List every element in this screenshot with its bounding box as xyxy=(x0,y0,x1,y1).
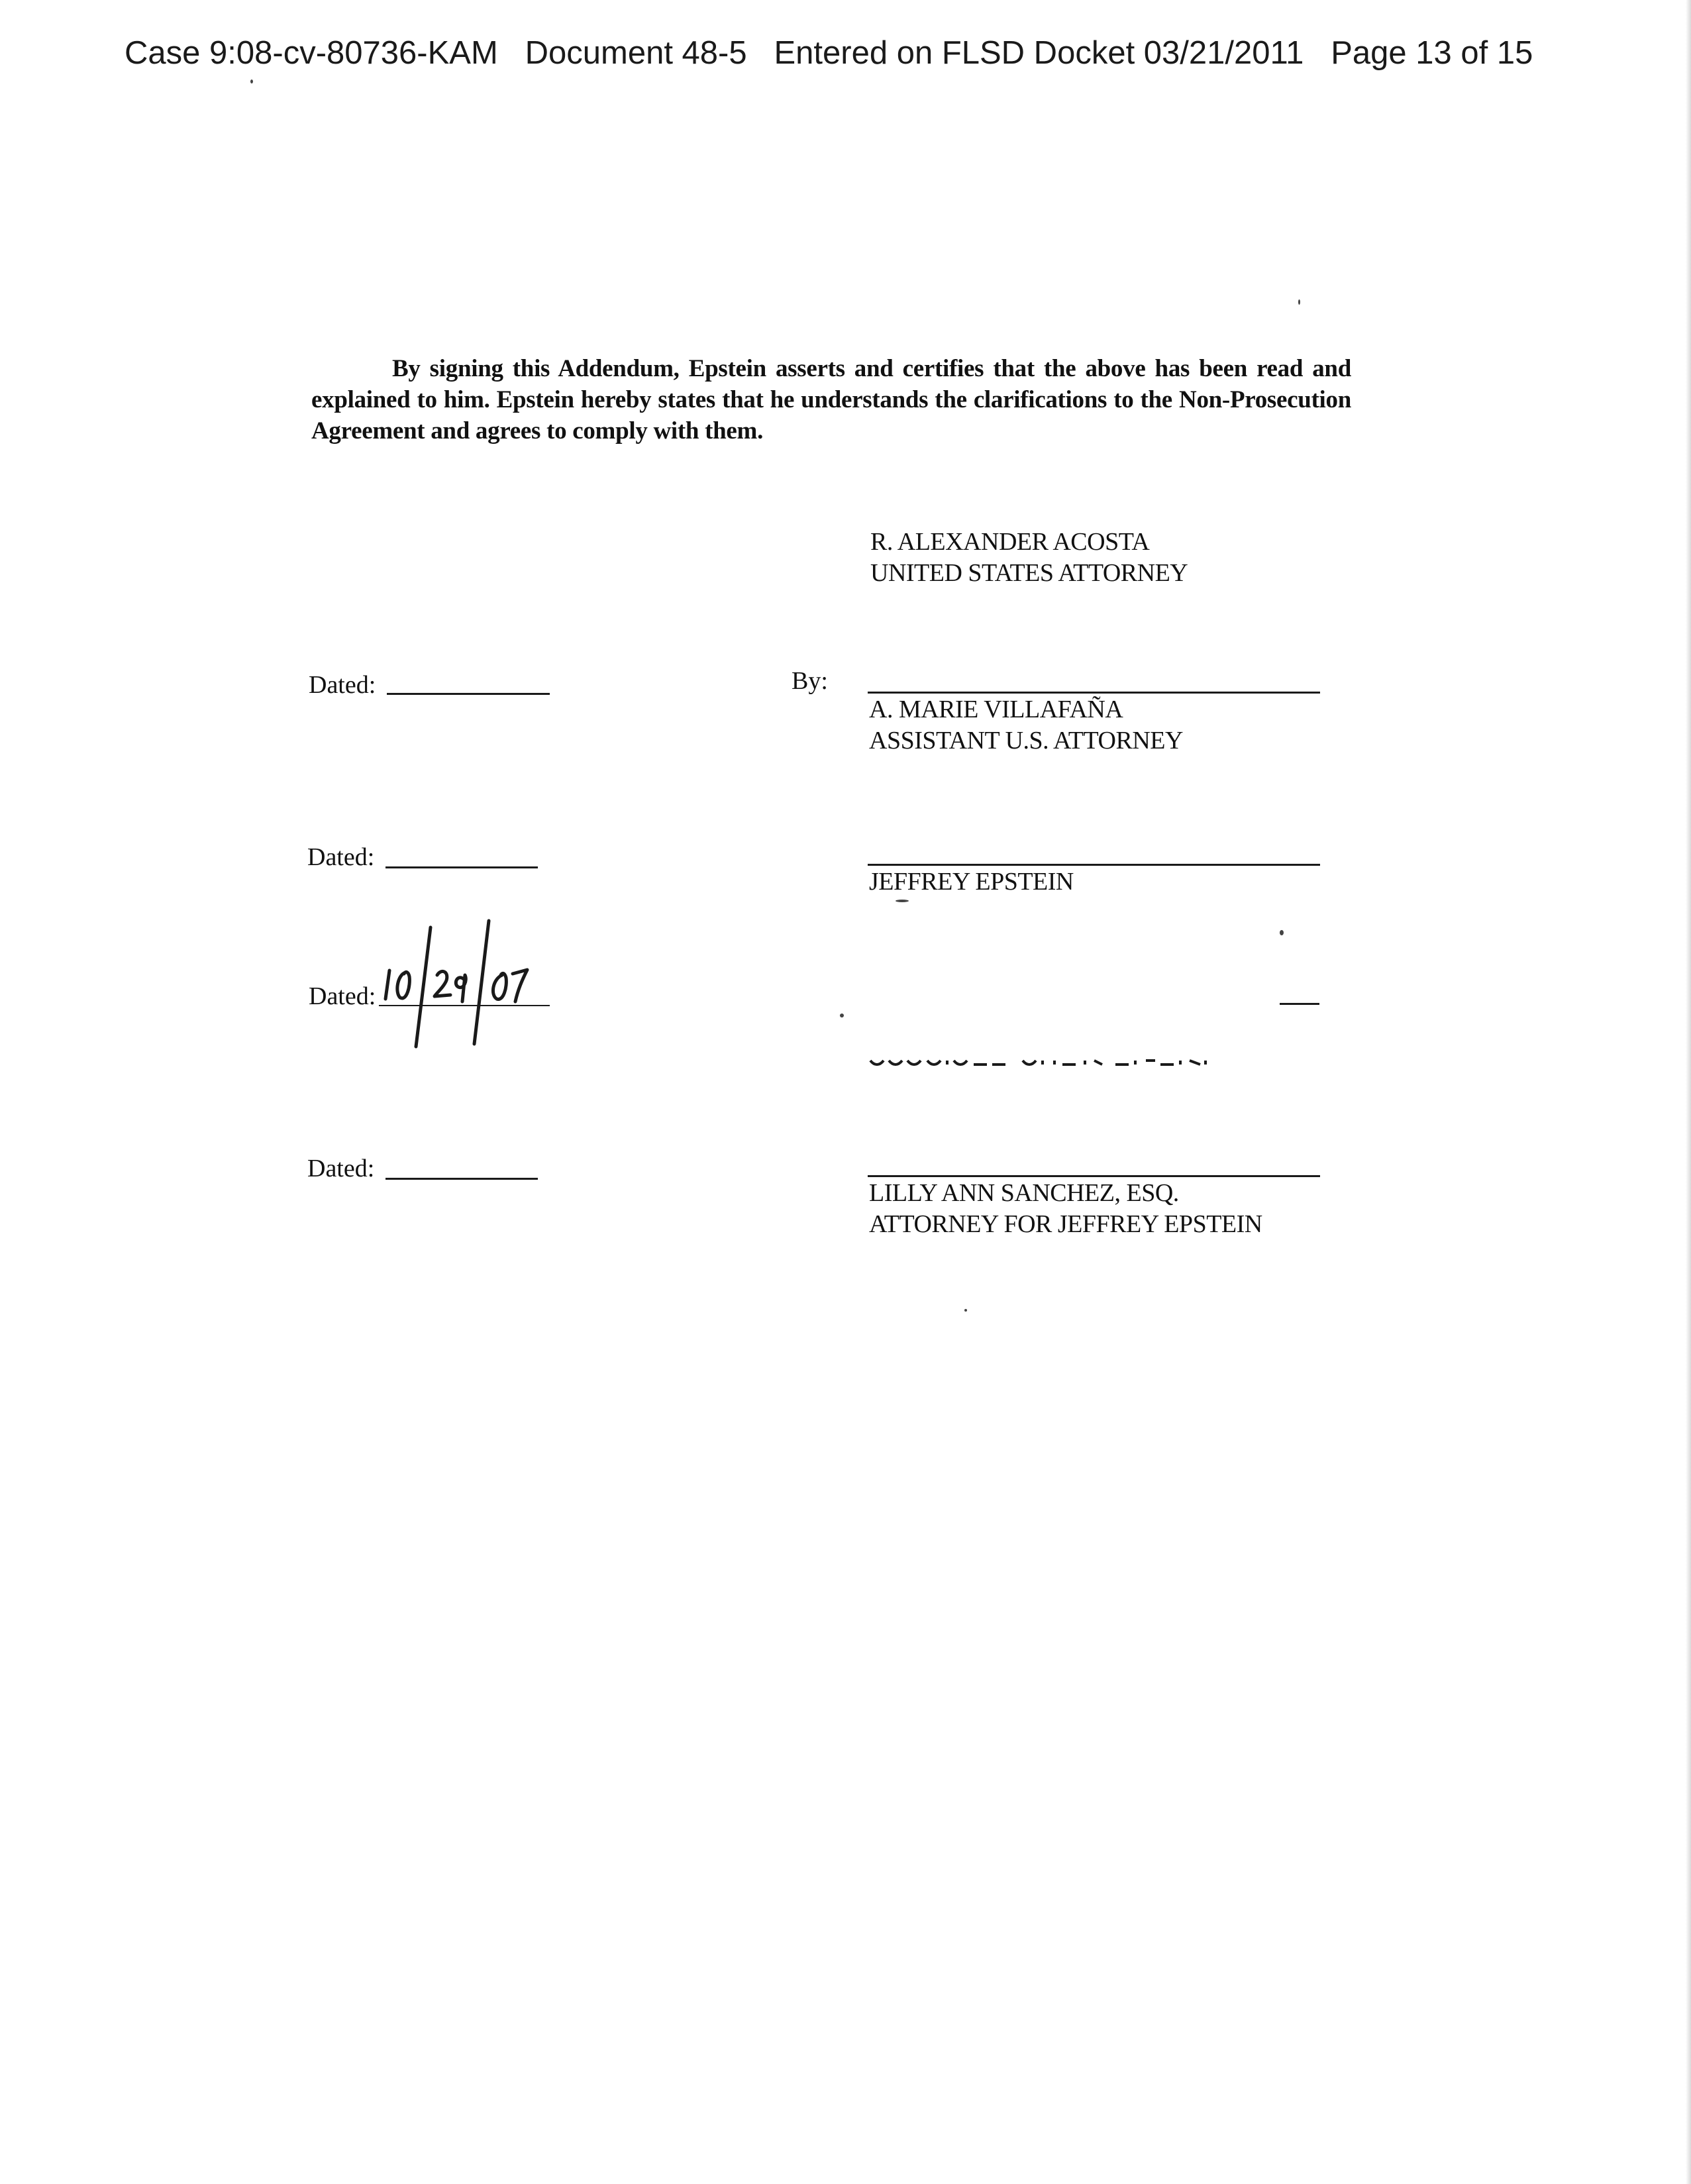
certification-paragraph: By signing this Addendum, Epstein asserts and certifies that the above has been read and explained to him. Epstein hereby states that he understands the clarifications to the Non-Prosecution Agreement and agrees to comply with them. xyxy=(311,355,1351,444)
entered-date: Entered on FLSD Docket 03/21/2011 xyxy=(774,35,1304,71)
defendant-name: JEFFREY EPSTEIN xyxy=(869,868,1074,896)
dated-label-2: Dated: xyxy=(307,843,375,871)
scan-mark xyxy=(840,1014,844,1017)
signature-line-fragment xyxy=(1280,1003,1319,1005)
signature-line-defendant xyxy=(868,864,1320,866)
scan-mark xyxy=(1280,930,1284,935)
counsel-title: ATTORNEY FOR JEFFREY EPSTEIN xyxy=(869,1210,1262,1238)
date-line-4 xyxy=(385,1178,538,1180)
scan-mark xyxy=(1298,299,1300,305)
date-line-1 xyxy=(387,693,550,695)
by-label: By: xyxy=(792,667,828,695)
date-line-2 xyxy=(385,866,538,868)
scan-mark xyxy=(964,1309,967,1312)
case-number: Case 9:08-cv-80736-KAM xyxy=(125,35,498,71)
attorney-name: R. ALEXANDER ACOSTA xyxy=(870,528,1150,556)
cutoff-text-fragment xyxy=(869,1058,1266,1067)
signature-line-counsel xyxy=(868,1175,1320,1177)
scan-mark xyxy=(896,900,909,902)
docket-header xyxy=(125,34,1533,72)
scan-edge xyxy=(1686,0,1691,2184)
dated-label-3: Dated: xyxy=(309,982,376,1010)
assistant-name: A. MARIE VILLAFAÑA xyxy=(869,696,1123,723)
dated-label-1: Dated: xyxy=(309,671,376,699)
dated-label-4: Dated: xyxy=(307,1155,375,1182)
counsel-name: LILLY ANN SANCHEZ, ESQ. xyxy=(869,1179,1179,1207)
signature-line-assistant xyxy=(868,692,1320,694)
document-number: Document 48-5 xyxy=(525,35,747,71)
attorney-title: UNITED STATES ATTORNEY xyxy=(870,559,1188,587)
assistant-title: ASSISTANT U.S. ATTORNEY xyxy=(869,727,1183,754)
scan-mark xyxy=(250,79,253,83)
page-number: Page 13 of 15 xyxy=(1331,35,1533,71)
handwritten-date xyxy=(371,914,556,1060)
